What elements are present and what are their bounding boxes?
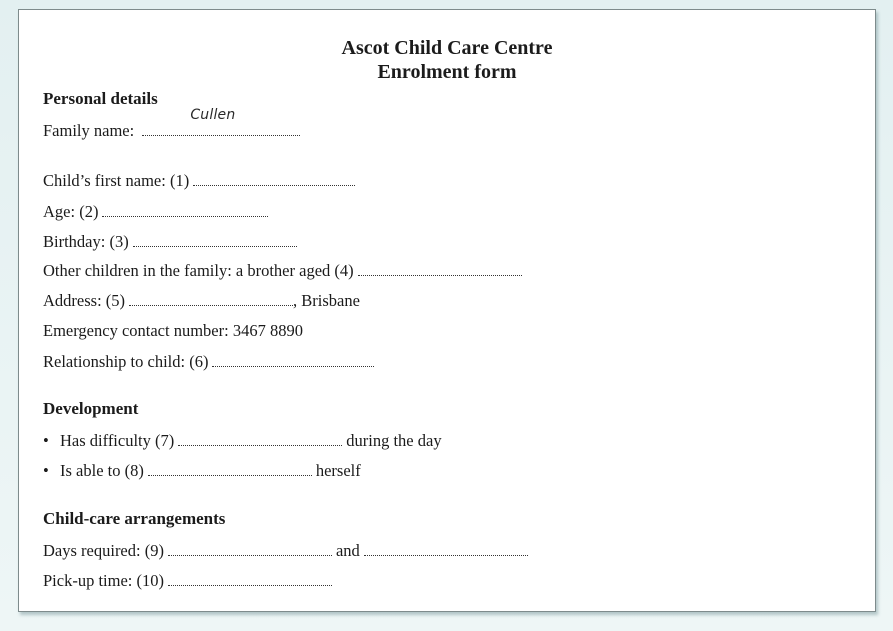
other-children-label: Other children in the family: a brother aged (4) [43, 261, 354, 280]
answer-blank-2[interactable] [102, 213, 268, 217]
answer-blank-10[interactable] [168, 582, 332, 586]
difficulty-suffix: during the day [346, 431, 442, 450]
answer-blank-9b[interactable] [364, 552, 528, 556]
relationship-row [43, 352, 378, 372]
answer-blank-1[interactable] [193, 182, 355, 186]
family-name-value: Cullen [190, 107, 236, 123]
child-first-name-row [43, 171, 359, 191]
form-title: Ascot Child Care Centre [341, 37, 553, 59]
answer-blank-3[interactable] [133, 243, 297, 247]
child-care-arrangements-heading: Child-care arrangements [43, 509, 226, 528]
development-item-1 [43, 431, 442, 451]
development-item-2 [43, 461, 361, 481]
bullet: • [43, 461, 49, 480]
other-children-row [43, 261, 526, 281]
answer-blank-9a[interactable] [168, 552, 332, 556]
form-subtitle: Enrolment form [377, 61, 517, 83]
family-name-field[interactable] [138, 107, 304, 141]
family-name-row [43, 107, 304, 141]
able-to-suffix: herself [315, 461, 361, 480]
days-required-row [43, 541, 532, 561]
pickup-time-label: Pick-up time: (10) [43, 571, 164, 590]
development-heading: Development [43, 399, 139, 418]
emergency-contact-label: Emergency contact number: 3467 8890 [43, 321, 303, 340]
family-name-label: Family name: [43, 121, 135, 140]
emergency-contact-row [43, 321, 303, 341]
answer-blank-4[interactable] [358, 272, 522, 276]
days-join: and [335, 541, 360, 560]
answer-blank-7[interactable] [178, 442, 342, 446]
birthday-label: Birthday: (3) [43, 232, 129, 251]
family-name-blank [142, 132, 300, 136]
relationship-label: Relationship to child: (6) [43, 352, 209, 371]
difficulty-label: Has difficulty (7) [60, 431, 175, 450]
address-suffix: , Brisbane [293, 291, 360, 310]
days-required-label: Days required: (9) [43, 541, 164, 560]
personal-details-heading: Personal details [43, 89, 158, 108]
answer-blank-8[interactable] [148, 472, 312, 476]
address-label: Address: (5) [43, 291, 126, 310]
address-row [43, 291, 360, 311]
pickup-time-row [43, 571, 336, 591]
enrolment-form-sheet [18, 9, 876, 612]
age-row [43, 202, 272, 222]
birthday-row [43, 232, 301, 252]
answer-blank-6[interactable] [212, 363, 374, 367]
answer-blank-5[interactable] [129, 302, 293, 306]
age-label: Age: (2) [43, 202, 99, 221]
bullet: • [43, 431, 49, 450]
child-first-name-label: Child’s first name: (1) [43, 171, 190, 190]
able-to-label: Is able to (8) [60, 461, 144, 480]
